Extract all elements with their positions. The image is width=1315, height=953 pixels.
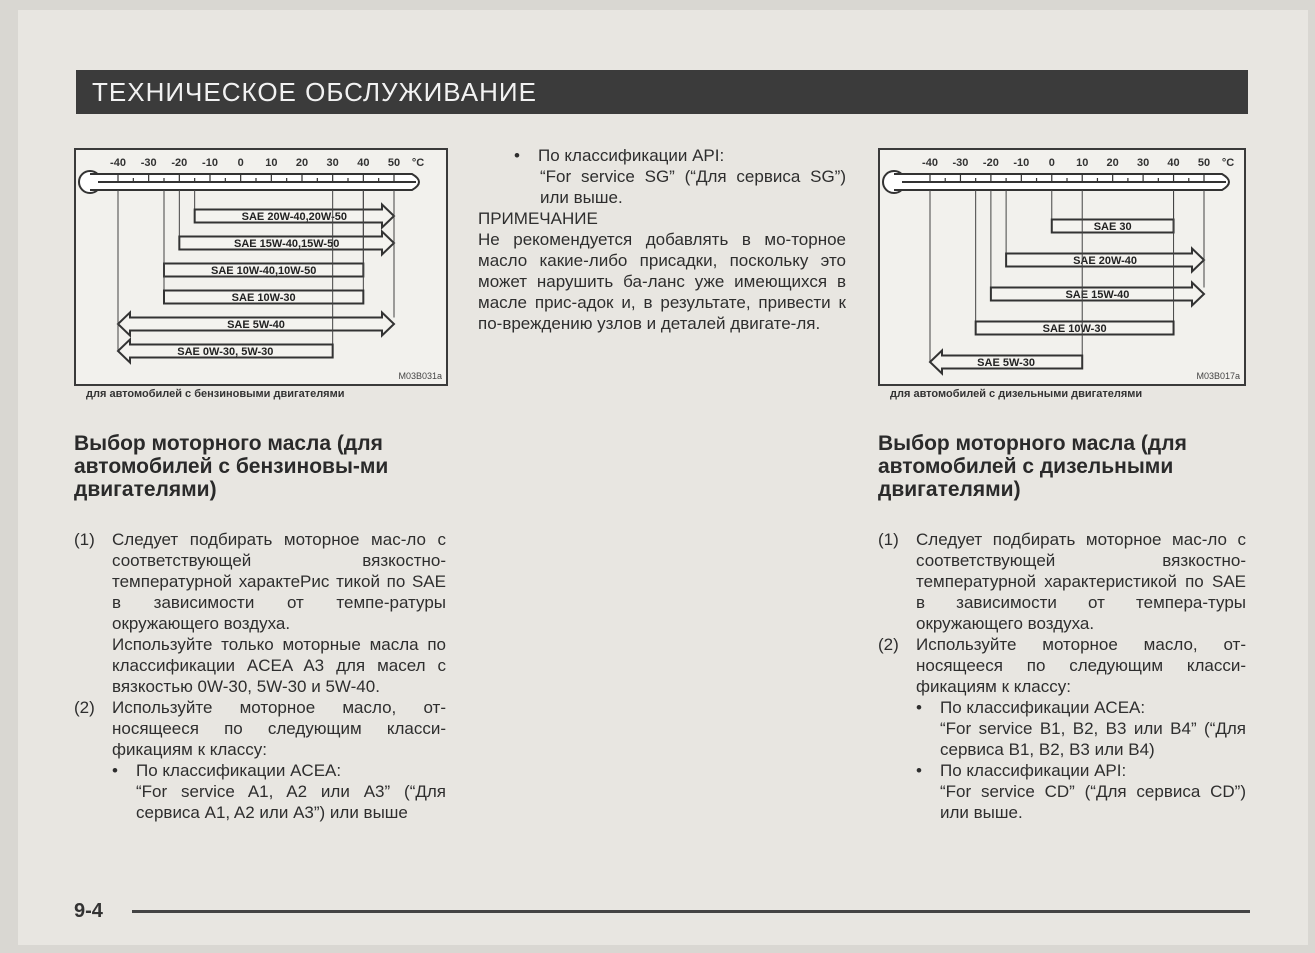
tick-label: 0 bbox=[1048, 157, 1055, 169]
gasoline-chart-caption: для автомобилей с бензиновыми двигателями bbox=[86, 388, 345, 400]
footer-rule bbox=[132, 910, 1250, 913]
gasoline-oil-chart bbox=[74, 148, 448, 386]
bar-label: SAE 10W-30 bbox=[231, 292, 296, 304]
left-bullet-acea bbox=[112, 760, 446, 781]
bullet-title: По классификации API: bbox=[940, 761, 1127, 780]
item-text: Используйте моторное масло, от-носящееся по следующим класси-фикациям к классу: bbox=[112, 698, 446, 759]
right-heading: Выбор моторного масла (для автомобилей с дизельными двигателями) bbox=[878, 432, 1187, 501]
tick-label: 20 bbox=[1106, 157, 1119, 169]
bar-label: SAE 30 bbox=[1093, 221, 1132, 233]
tick-label: -20 bbox=[982, 157, 999, 169]
tick-label: 40 bbox=[1167, 157, 1180, 169]
item-number: (2) bbox=[878, 635, 899, 654]
diesel-chart-caption: для автомобилей с дизельными двигателями bbox=[890, 388, 1143, 400]
right-item-1 bbox=[878, 529, 1246, 634]
bullet-text: “For service A1, A2 или A3” (“Для сервиса A1, A2 или A3”) или выше bbox=[136, 782, 446, 822]
bullet-dot: • bbox=[514, 146, 520, 165]
bar-label: SAE 10W-40,10W-50 bbox=[211, 265, 317, 277]
bar-label: SAE 0W-30, 5W-30 bbox=[177, 346, 274, 358]
item-number: (2) bbox=[74, 698, 95, 717]
figure-code: M03B017a bbox=[1196, 371, 1240, 381]
tick-label: 40 bbox=[357, 157, 370, 169]
section-title: ТЕХНИЧЕСКОЕ ОБСЛУЖИВАНИЕ bbox=[92, 76, 537, 107]
section-header bbox=[76, 70, 1248, 114]
tick-label: -10 bbox=[1013, 157, 1030, 169]
bar-label: SAE 5W-30 bbox=[977, 357, 1036, 369]
tick-label: -30 bbox=[952, 157, 969, 169]
tick-label: 30 bbox=[1136, 157, 1150, 169]
tick-label: 50 bbox=[1197, 157, 1211, 169]
tick-label: 10 bbox=[1076, 157, 1089, 169]
left-item-1 bbox=[74, 529, 446, 697]
item-number: (1) bbox=[74, 530, 95, 549]
tick-label: 20 bbox=[295, 157, 309, 169]
tick-label: °C bbox=[411, 157, 425, 169]
tick-label: -20 bbox=[171, 157, 188, 169]
bullet-dot: • bbox=[916, 761, 922, 780]
bullet-title: По классификации ACEA: bbox=[940, 698, 1146, 717]
tick-label: 0 bbox=[237, 157, 244, 169]
left-item-2 bbox=[74, 697, 446, 760]
middle-column bbox=[478, 145, 846, 334]
bullet-text: “For service SG” (“Для сервиса SG”) или выше. bbox=[540, 167, 846, 207]
item-text: Следует подбирать моторное мас-ло с соответствующей вязкостно-температурной характеристикой по SAE в зависимости от темпера-туры окружающего воздуха. bbox=[916, 530, 1246, 633]
tick-label: 50 bbox=[387, 157, 401, 169]
item-number: (1) bbox=[878, 530, 899, 549]
tick-label: 30 bbox=[326, 157, 339, 169]
bar-label: SAE 15W-40 bbox=[1065, 289, 1130, 301]
left-heading: Выбор моторного масла (для автомобилей с бензиновы-ми двигателями) bbox=[74, 432, 389, 501]
diesel-oil-chart bbox=[878, 148, 1246, 386]
tick-label: -40 bbox=[110, 157, 126, 169]
tick-label: -30 bbox=[140, 157, 157, 169]
tick-label: -40 bbox=[922, 157, 938, 169]
figure-code: M03B031a bbox=[398, 371, 442, 381]
bar-label: SAE 20W-40 bbox=[1073, 255, 1138, 267]
item-text: Используйте моторное масло, от-носящееся по следующим класси-фикациям к классу: bbox=[916, 635, 1246, 696]
bullet-dot: • bbox=[112, 761, 118, 780]
bullet-dot: • bbox=[916, 698, 922, 717]
note-text: Не рекомендуется добавлять в мо-торное масло какие-либо присадки, поскольку это может нарушить ба-ланс уже имеющихся в масле прис-адок и, в результате, привести к по-вреждению узлов и деталей двигате-ля. bbox=[478, 230, 846, 333]
tick-label: 10 bbox=[265, 157, 278, 169]
page-number: 9-4 bbox=[74, 900, 103, 922]
bullet-title: По классификации ACEA: bbox=[136, 761, 342, 780]
item-text: Следует подбирать моторное мас-ло с соответствующей вязкостно-температурной характеРис тикой по SAE в зависимости от темпе-ратуры окружающего воздуха. bbox=[112, 530, 446, 633]
right-bullet-acea bbox=[916, 697, 1246, 718]
bullet-text: “For service CD” (“Для сервиса CD”) или выше. bbox=[940, 782, 1246, 822]
left-column bbox=[74, 432, 446, 823]
right-bullet-api bbox=[916, 760, 1246, 781]
right-column bbox=[878, 432, 1246, 823]
note-title: ПРИМЕЧАНИЕ bbox=[478, 209, 598, 228]
bullet-title: По классификации API: bbox=[538, 146, 725, 165]
gasoline-chart-svg bbox=[76, 150, 446, 384]
bar-label: SAE 20W-40,20W-50 bbox=[241, 211, 347, 223]
bar-label: SAE 5W-40 bbox=[227, 319, 285, 331]
right-item-2 bbox=[878, 634, 1246, 697]
diesel-chart-svg bbox=[880, 150, 1244, 384]
tick-label: °C bbox=[1221, 157, 1235, 169]
bar-label: SAE 15W-40,15W-50 bbox=[234, 238, 340, 250]
tick-label: -10 bbox=[202, 157, 218, 169]
item-text-2: Используйте только моторные масла по классификации ACEA A3 для масел с вязкостью 0W-30, 5W-30 и 5W-40. bbox=[112, 635, 446, 696]
bar-label: SAE 10W-30 bbox=[1042, 323, 1107, 335]
bullet-text: “For service B1, B2, B3 или B4” (“Для сервиса B1, B2, B3 или B4) bbox=[940, 719, 1246, 759]
middle-bullet-api bbox=[514, 145, 846, 166]
